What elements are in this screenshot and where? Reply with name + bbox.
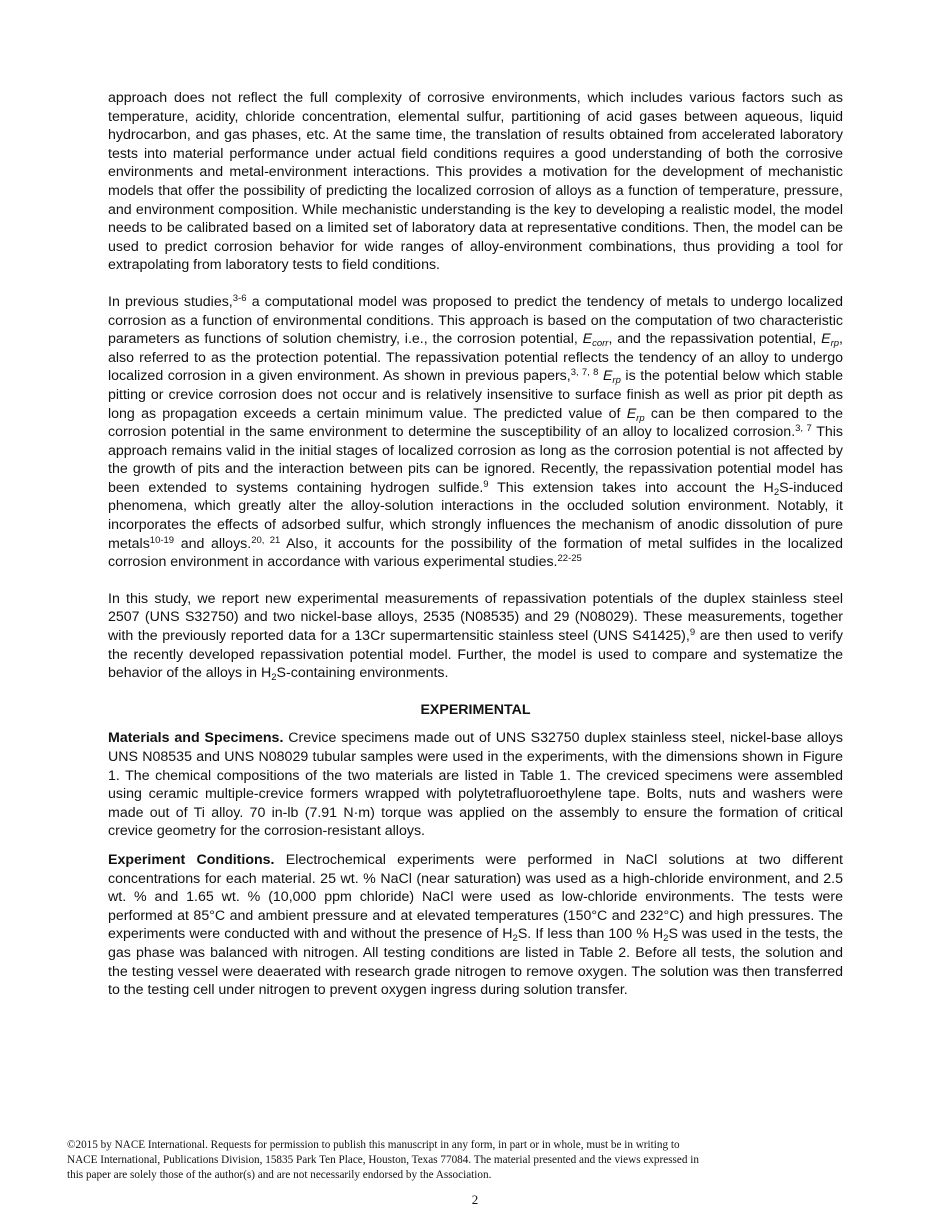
subscript: 2	[663, 933, 669, 945]
text-run: In previous studies,	[108, 293, 233, 310]
text-run: , also referred to as the protection potential. The repassivation potential reflects the tendency of an alloy to undergo localized corrosion in a given environment. As shown in previous papers,	[108, 331, 843, 385]
symbol-erp: $E_{rp}$	[602, 368, 621, 387]
text-run: Electrochemical experiments were performed in NaCl solutions at two different concentrations for each material. 25 wt. % NaCl (near saturation) was used as a high-chloride environment, and 2.5 wt. % and 1.65 wt. % (10,000 ppm chloride) NaCl were used as low-chloride environments. The tests were performed at 85°C and ambient pressure and at elevated temperatures (150°C and 232°C) and high pressures. The experiments were conducted with and without the presence of H	[108, 851, 844, 943]
citation-ref: 3, 7, 8	[570, 367, 599, 379]
text-run: S. If less than 100 % H	[517, 926, 664, 943]
citation-ref: 3-6	[232, 292, 247, 304]
text-run: a computational model was proposed to predict the tendency of metals to undergo localized corrosion as a function of environmental conditions. This approach is based on the computation of two characteristic parameters as functions of solution chemistry, i.e., the corrosion potential,	[108, 293, 843, 348]
text-run: is the potential below which stable pitting or crevice corrosion does not occur and is relatively insensitive to surface finish as well as prior pit depth as long as propagation exceeds a certain minimum value. The predicted value of	[108, 368, 843, 422]
text-run: This extension takes into account the H	[488, 479, 774, 496]
run-in-heading: Experiment Conditions.	[108, 851, 275, 868]
citation-ref: 10-19	[149, 534, 175, 546]
text-run: S-containing environments.	[276, 665, 449, 682]
footer-line: ©2015 by NACE International. Requests for permission to publish this manuscript in any form, in part or in whole, must be in writing to	[67, 1139, 680, 1151]
text-run: can be then compared to the corrosion potential in the same environment to determine the susceptibility of an alloy to localized corrosion.	[108, 405, 843, 441]
symbol-erp: $E_{rp}$	[821, 331, 840, 350]
text-run: S-induced phenomena, which greatly alter the alloy-solution interactions in the occluded solution environment. Notably, it incorporates the effects of adsorbed sulfur, which strongly influences the mechanism of anodic dissolution of pure metals	[108, 479, 843, 552]
text-run: and alloys.	[174, 535, 252, 552]
citation-ref: 22-25	[557, 553, 582, 565]
text-run: Crevice specimens made out of UNS S32750 duplex stainless steel, nickel-base alloys UNS N08535 and UNS N08029 tubular samples were used in the experiments, with the dimensions shown in Figure 1. The chemical compositions of the two materials are listed in Table 1. The creviced specimens were assembled using ceramic multiple-crevice formers wrapped with polytetrafluoroethylene tape. Bolts, nuts and washers were made out of Ti alloy. 70 in-lb (7.91 N·m) torque was applied on the assembly to ensure the formation of critical crevice geometry for the corrosion-resistant alloys.	[108, 730, 843, 840]
text-run: are then used to verify the recently developed repassivation potential model. Further, the model is used to compare and systematize the behavior of the alloys in H	[108, 628, 843, 682]
symbol-ecorr: $E_{corr}$	[582, 331, 609, 350]
footer-line: NACE International, Publications Division, 15835 Park Ten Place, Houston, Texas 77084. The material presented and the views expressed in	[67, 1154, 699, 1166]
citation-ref: 9	[689, 627, 696, 639]
paragraph-experiment-conditions	[108, 851, 843, 1000]
citation-ref: 3, 7	[795, 423, 812, 435]
citation-ref: 9	[483, 478, 489, 490]
citation-ref: 20, 21	[251, 534, 281, 546]
subscript: 2	[512, 933, 518, 945]
subscript: 2	[773, 486, 780, 498]
section-heading-experimental: EXPERIMENTAL	[420, 701, 531, 718]
paragraph-intro-continuation: approach does not reflect the full complexity of corrosive environments, which includes various factors such as temperature, acidity, chloride concentration, elemental sulfur, partitioning of acid gases between aqueous, liquid hydrocarbon, and gas phases, etc. At the same time, the translation of results obtained from accelerated laboratory tests into material performance under actual field conditions requires a good understanding of both the corrosive environments and metal-environment interactions. This provides a motivation for the development of mechanistic models that offer the possibility of predicting the localized corrosion of alloys as a function of temperature, pressure, and environment composition. While mechanistic understanding is the key to developing a realistic model, the model needs to be calibrated based on a limited set of laboratory data at representative conditions. Then, the model can be used to predict corrosion behavior for wide ranges of alloy-environment combinations, thus providing a tool for extrapolating from laboratory tests to field conditions.	[108, 90, 843, 274]
body-text	[108, 89, 843, 1000]
footer-line: this paper are solely those of the author(s) and are not necessarily endorsed by the Association.	[67, 1169, 492, 1181]
paragraph-previous-studies	[108, 293, 843, 572]
page-number: 2	[471, 1192, 479, 1207]
subscript: 2	[271, 672, 277, 684]
text-run: Also, it accounts for the possibility of the formation of metal sulfides in the localized corrosion environment in accordance with various experimental studies.	[108, 535, 843, 571]
paragraph-materials-specimens	[108, 729, 843, 841]
text-run: This approach remains valid in the initial stages of localized corrosion as long as the corrosion potential is not affected by the growth of pits and the interaction between pits can be ignored. Recently, the repassivation potential model has been extended to systems containing hydrogen sulfide.	[108, 424, 843, 496]
copyright-footer	[67, 1138, 787, 1183]
text-run: , and the repassivation potential,	[608, 331, 822, 348]
run-in-heading: Materials and Specimens.	[108, 730, 284, 747]
text-run: In this study, we report new experimental measurements of repassivation potentials of the duplex stainless steel 2507 (UNS S32750) and two nickel-base alloys, 2535 (N08535) and 29 (N08029). These measurements, together with the previously reported data for a 13Cr supermartensitic stainless steel (UNS S41425),	[108, 590, 843, 645]
text-run: S was used in the tests, the gas phase was balanced with nitrogen. All testing conditions are listed in Table 2. Before all tests, the solution and the testing vessel were deaerated with research grade nitrogen to remove oxygen. The solution was then transferred to the testing cell under nitrogen to prevent oxygen ingress during solution transfer.	[108, 926, 843, 999]
symbol-erp: $E_{rp}$	[626, 405, 645, 424]
paragraph-this-study	[108, 590, 843, 683]
